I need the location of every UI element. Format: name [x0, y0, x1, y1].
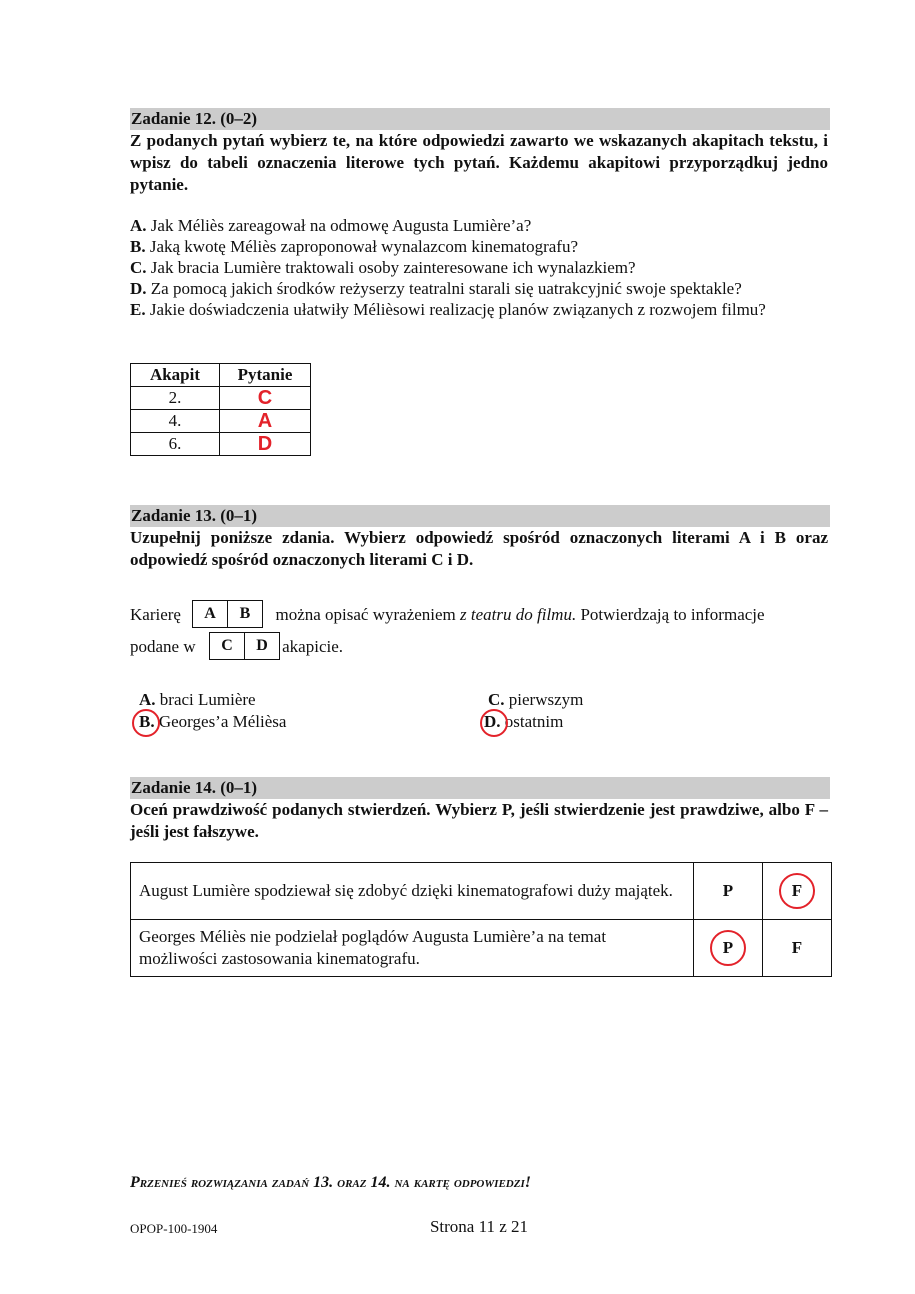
- selection-circle-d: [480, 709, 508, 737]
- option-p-cell[interactable]: P: [694, 920, 763, 977]
- exam-code: OPOP-100-1904: [130, 1221, 218, 1236]
- task14-header: Zadanie 14. (0–1): [130, 777, 830, 799]
- task12-instruction: Z podanych pytań wybierz te, na które odpowiedzi zawarto we wskazanych akapitach tekstu, i wpisz do tabeli oznaczenia literowe tych pytań. Każdemu akapitowi przyporządkuj jedno pytanie.: [130, 131, 828, 194]
- option-p-cell[interactable]: P: [694, 863, 763, 920]
- task12-answer-table: [130, 363, 311, 456]
- task13-sentence-1: Karierę można opisać wyrażeniem z teatru do filmu. Potwierdzają to informacje: [130, 605, 765, 624]
- task13-sentence-2: podane w akapicie.: [130, 637, 344, 656]
- table-row: [131, 920, 832, 977]
- transfer-answers-note: Przenieś rozwiązania zadań 13. oraz 14. na kartę odpowiedzi!: [130, 1174, 531, 1191]
- task12-header: Zadanie 12. (0–2): [130, 108, 830, 130]
- option-a[interactable]: A. braci Lumière: [139, 690, 256, 709]
- selection-circle: [779, 873, 815, 909]
- answer-cell[interactable]: [220, 410, 311, 433]
- task12-question-d: D. Za pomocą jakich środków reżyserzy teatralni starali się uatrakcyjnić swoje spektakle?: [130, 279, 742, 298]
- option-d[interactable]: D. ostatnim: [484, 712, 564, 731]
- option-f-cell[interactable]: F: [763, 920, 832, 977]
- table-row: [131, 863, 832, 920]
- task12-question-b: B. Jaką kwotę Méliès zaproponował wynalazcom kinematografu?: [130, 237, 578, 256]
- table-row: [131, 410, 311, 433]
- task12-question-c: C. Jak bracia Lumière traktowali osoby zainteresowane ich wynalazkiem?: [130, 258, 636, 277]
- choice-box-cd: C D: [209, 632, 280, 660]
- task12-question-e: E. Jakie doświadczenia ułatwiły Mélièsowi realizację planów związanych z rozwojem filmu?: [130, 300, 766, 319]
- selection-circle-b: [132, 709, 160, 737]
- akapit-cell: 4.: [131, 410, 220, 433]
- handwritten-answer: C: [257, 387, 273, 409]
- task13-header: Zadanie 13. (0–1): [130, 505, 830, 527]
- table-header-akapit: Akapit: [131, 364, 220, 387]
- statement-cell: Georges Méliès nie podzielał poglądów Augusta Lumière’a na temat możliwości zastosowania kinematografu.: [131, 920, 694, 977]
- option-c[interactable]: C. pierwszym: [488, 690, 584, 709]
- handwritten-answer: D: [257, 433, 273, 455]
- akapit-cell: 2.: [131, 387, 220, 410]
- option-b[interactable]: B. Georges’a Mélièsa: [139, 712, 287, 731]
- table-row: [131, 387, 311, 410]
- akapit-cell: 6.: [131, 433, 220, 456]
- page-number: Strona 11 z 21: [429, 1217, 529, 1236]
- selection-circle: [710, 930, 746, 966]
- task12-question-a: A. Jak Méliès zareagował na odmowę Augusta Lumière’a?: [130, 216, 532, 235]
- statement-cell: August Lumière spodziewał się zdobyć dzięki kinematografowi duży majątek.: [131, 863, 694, 920]
- task13-instruction: Uzupełnij poniższe zdania. Wybierz odpowiedź spośród oznaczonych literami A i B oraz odpowiedź spośród oznaczonych literami C i D.: [130, 528, 828, 569]
- table-row: [131, 433, 311, 456]
- answer-cell[interactable]: [220, 387, 311, 410]
- task14-instruction: Oceń prawdziwość podanych stwierdzeń. Wybierz P, jeśli stwierdzenie jest prawdziwe, albo F – jeśli jest fałszywe.: [130, 800, 828, 841]
- answer-cell[interactable]: [220, 433, 311, 456]
- task14-table: [130, 862, 832, 977]
- handwritten-answer: A: [257, 410, 273, 432]
- choice-box-ab: A B: [192, 600, 263, 628]
- option-f-cell[interactable]: F: [763, 863, 832, 920]
- table-header-pytanie: Pytanie: [220, 364, 311, 387]
